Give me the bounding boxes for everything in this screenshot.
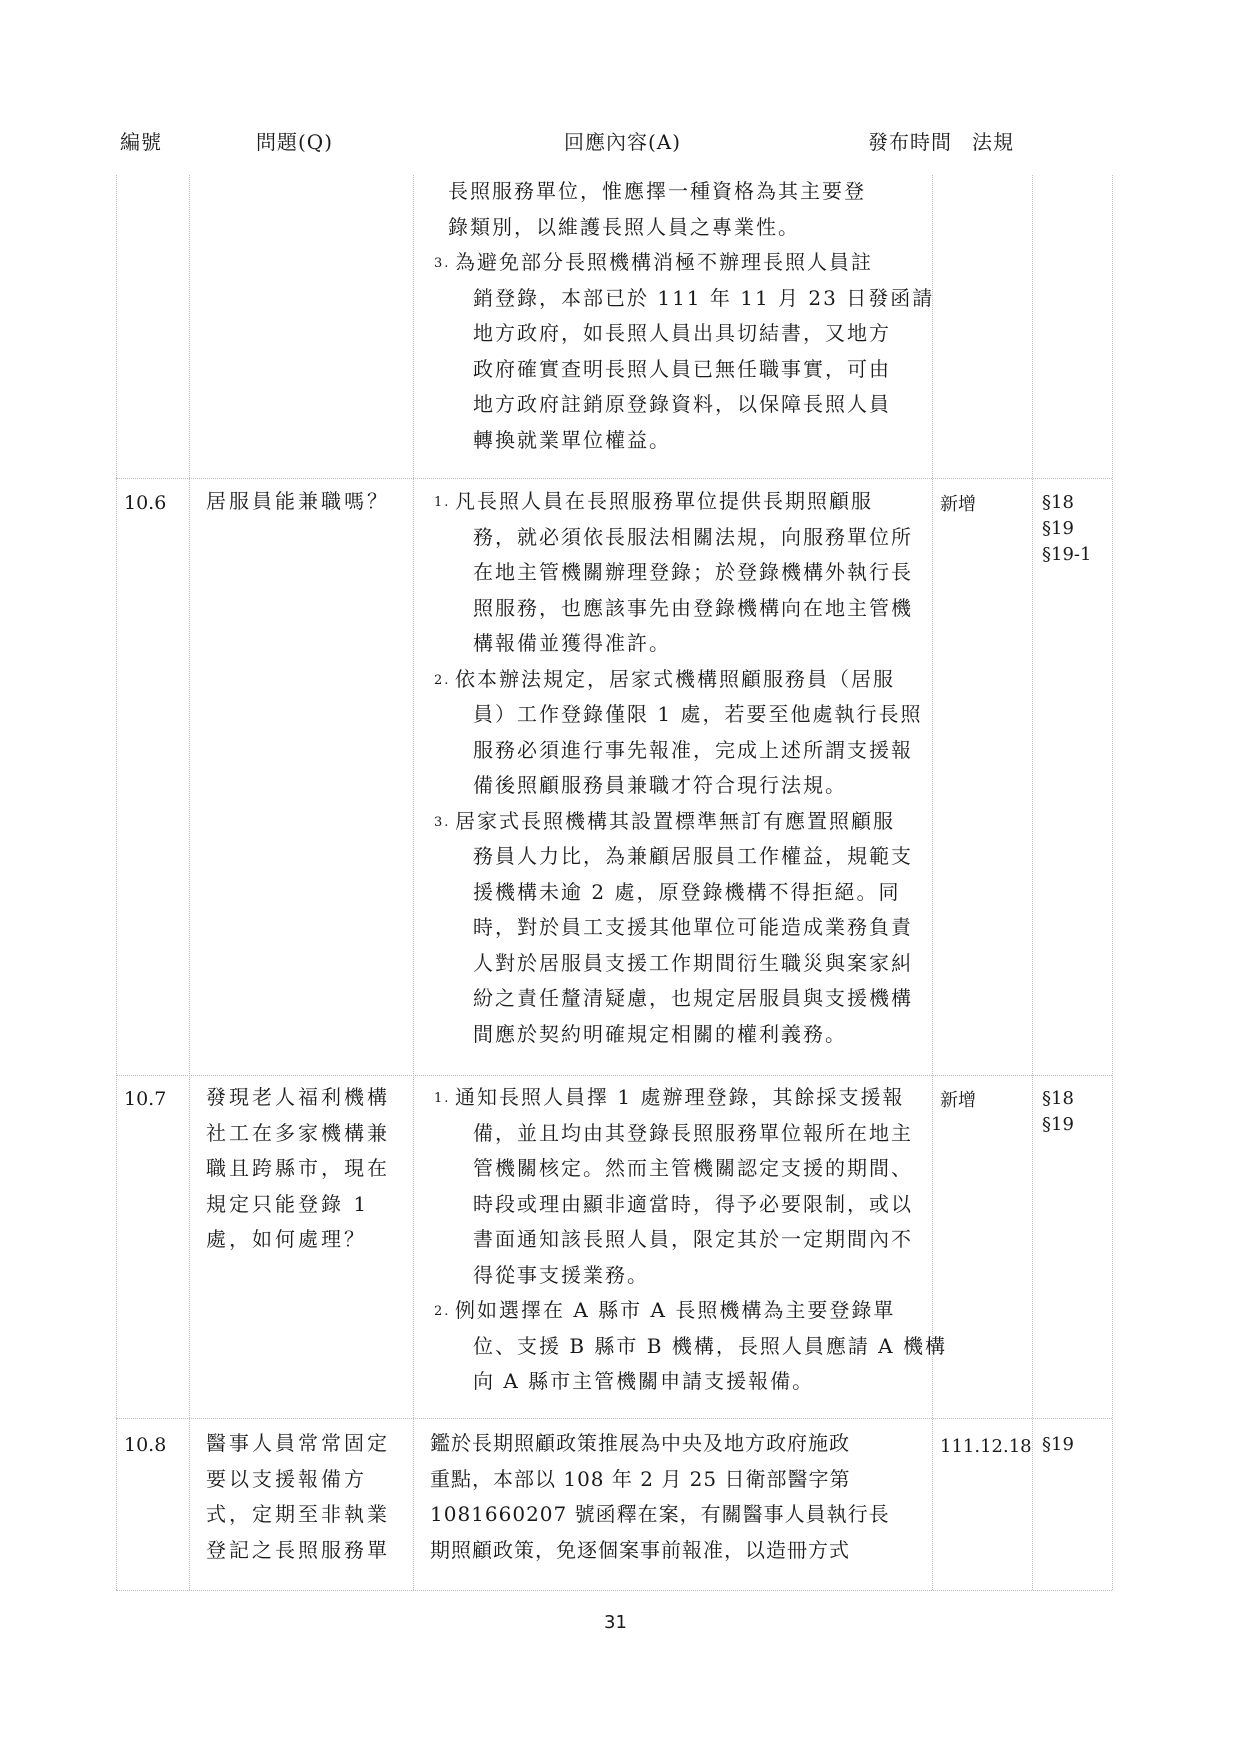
answer-line: 間應於契約明確規定相關的權利義務。 [473, 1021, 847, 1046]
answer-line: 員）工作登錄僅限 1 處，若要至他處執行長照 [473, 702, 923, 726]
item-number: 3. [434, 256, 451, 271]
answer-line: 1081660207 號函釋在案，有關醫事人員執行長 [430, 1502, 890, 1526]
item-number: 1. [434, 495, 451, 510]
answer-line: 務員人力比，為兼顧居服員工作權益，規範支 [473, 844, 913, 868]
answer-line: 政府確實查明長照人員已無任職事實，可由 [473, 356, 891, 381]
row-date: 新增 [940, 1090, 976, 1111]
header-law: 法規 [972, 130, 1014, 154]
row-answer [430, 484, 930, 1052]
question-line: 職且跨縣市，現在 [206, 1156, 390, 1180]
answer-line: 位、支援 B 縣市 B 機構，長照人員應請 A 機構 [473, 1333, 947, 1358]
answer-line: 地方政府註銷原登錄資料，以保障長照人員 [473, 392, 891, 416]
row-answer [430, 1080, 947, 1400]
answer-line: 備後照顧服務員兼職才符合現行法規。 [473, 773, 847, 797]
question-line: 登記之長照服務單 [206, 1537, 390, 1562]
answer-line: 構報備並獲得准許。 [473, 631, 671, 655]
table-border-right [1112, 175, 1113, 1590]
row-law [1042, 490, 1091, 568]
table-border-left [116, 175, 117, 1590]
law-ref: §18 [1042, 1088, 1074, 1109]
answer-line: 在地主管機關辦理登錄；於登錄機構外執行長 [473, 560, 913, 584]
answer-line: 為避免部分長照機構消極不辦理長照人員註 [455, 250, 873, 274]
row-date: 111.12.18 [940, 1436, 1032, 1457]
question-line: 發現老人福利機構 [206, 1085, 390, 1109]
row-question [206, 484, 411, 520]
question-line: 要以支援報備方 [206, 1466, 367, 1491]
answer-line: 書面通知該長照人員，限定其於一定期間內不 [473, 1227, 913, 1251]
header-question: 問題(Q) [256, 130, 334, 154]
answer-item [430, 245, 935, 458]
page-number: 31 [604, 1612, 627, 1633]
answer-line: 重點，本部以 108 年 2 月 25 日衛部醫字第 [430, 1466, 851, 1491]
item-number: 2. [434, 672, 451, 688]
question-line: 醫事人員常常固定 [206, 1431, 390, 1455]
answer-line: 備，並且均由其登錄長照服務單位報所在地主 [473, 1120, 913, 1145]
answer-line: 依本辦法規定，居家式機構照顧服務員（居服 [455, 666, 895, 691]
answer-line: 時，對於員工支援其他單位可能造成業務負責 [473, 915, 913, 939]
law-ref: §18 [1042, 492, 1074, 513]
continuation-answer [430, 174, 935, 458]
row-law [1042, 1086, 1074, 1138]
column-divider [932, 175, 933, 1590]
answer-line: 照服務，也應該事先由登錄機構向在地主管機 [473, 595, 913, 620]
answer-line: 通知長照人員擇 1 處辦理登錄，其餘採支援報 [455, 1085, 905, 1109]
answer-item [430, 1080, 930, 1293]
header-answer: 回應內容(A) [564, 130, 682, 154]
answer-line: 例如選擇在 A 縣市 A 長照機構為主要登錄單 [455, 1298, 896, 1322]
answer-line: 地方政府，如長照人員出具切結書，又地方 [473, 321, 891, 345]
answer-line: 務，就必須依長服法相關法規，向服務單位所 [473, 524, 913, 549]
row-law [1042, 1432, 1074, 1458]
law-ref: §19 [1042, 518, 1074, 539]
answer-line: 銷登錄，本部已於 111 年 11 月 23 日發函請 [473, 285, 935, 310]
answer-line: 得從事支援業務。 [473, 1262, 649, 1287]
item-number: 3. [434, 814, 451, 830]
row-answer [430, 1426, 930, 1568]
answer-line: 服務必須進行事先報准，完成上述所謂支援報 [473, 737, 913, 762]
row-id: 10.6 [124, 492, 167, 514]
row-id: 10.7 [124, 1088, 167, 1110]
row-divider [116, 1075, 1112, 1076]
answer-line: 人對於居服員支援工作期間衍生職災與案家糾 [473, 950, 913, 975]
question-line: 規定只能登錄 1 [206, 1191, 370, 1216]
question-line: 社工在多家機構兼 [206, 1120, 390, 1145]
column-divider [413, 175, 414, 1590]
item-number: 2. [434, 1304, 451, 1319]
law-ref: §19 [1042, 1434, 1074, 1455]
answer-line: 管機關核定。然而主管機關認定支援的期間、 [473, 1156, 913, 1180]
answer-item [430, 484, 930, 662]
row-question [206, 1080, 411, 1258]
answer-item [430, 662, 930, 804]
answer-item [430, 1293, 947, 1400]
answer-line: 轉換就業單位權益。 [473, 427, 671, 452]
answer-line: 凡長照人員在長照服務單位提供長期照顧服 [455, 489, 873, 513]
item-number: 1. [434, 1091, 451, 1106]
row-date: 新增 [940, 494, 976, 515]
answer-line: 居家式長照機構其設置標準無訂有應置照顧服 [455, 808, 895, 833]
answer-line: 援機構未逾 2 處，原登錄機構不得拒絕。同 [473, 879, 901, 904]
column-divider [1032, 175, 1033, 1590]
answer-item [430, 804, 930, 1053]
question-line: 居服員能兼職嗎？ [206, 489, 390, 513]
question-line: 處，如何處理？ [206, 1227, 367, 1251]
law-ref: §19-1 [1042, 544, 1092, 565]
row-id: 10.8 [124, 1434, 167, 1456]
table-border-bottom [116, 1590, 1112, 1591]
column-divider [189, 175, 190, 1590]
question-line: 式，定期至非執業 [206, 1502, 390, 1526]
answer-line: 長照服務單位，惟應擇一種資格為其主要登 [448, 179, 866, 203]
header-id: 編號 [120, 130, 162, 154]
answer-line: 期照顧政策，免逐個案事前報准，以造冊方式 [430, 1537, 850, 1562]
row-divider [116, 1418, 1112, 1419]
answer-line: 鑑於長期照顧政策推展為中央及地方政府施政 [430, 1431, 850, 1455]
header-date: 發布時間 [868, 130, 952, 154]
row-divider [116, 478, 1112, 479]
law-ref: §19 [1042, 1114, 1074, 1135]
answer-line: 紛之責任釐清疑慮，也規定居服員與支援機構 [473, 986, 913, 1010]
row-question [206, 1426, 411, 1568]
answer-line: 向 A 縣市主管機關申請支援報備。 [473, 1369, 815, 1393]
answer-line: 錄類別，以維護長照人員之專業性。 [448, 214, 800, 239]
answer-line: 時段或理由顯非適當時，得予必要限制，或以 [473, 1191, 913, 1216]
